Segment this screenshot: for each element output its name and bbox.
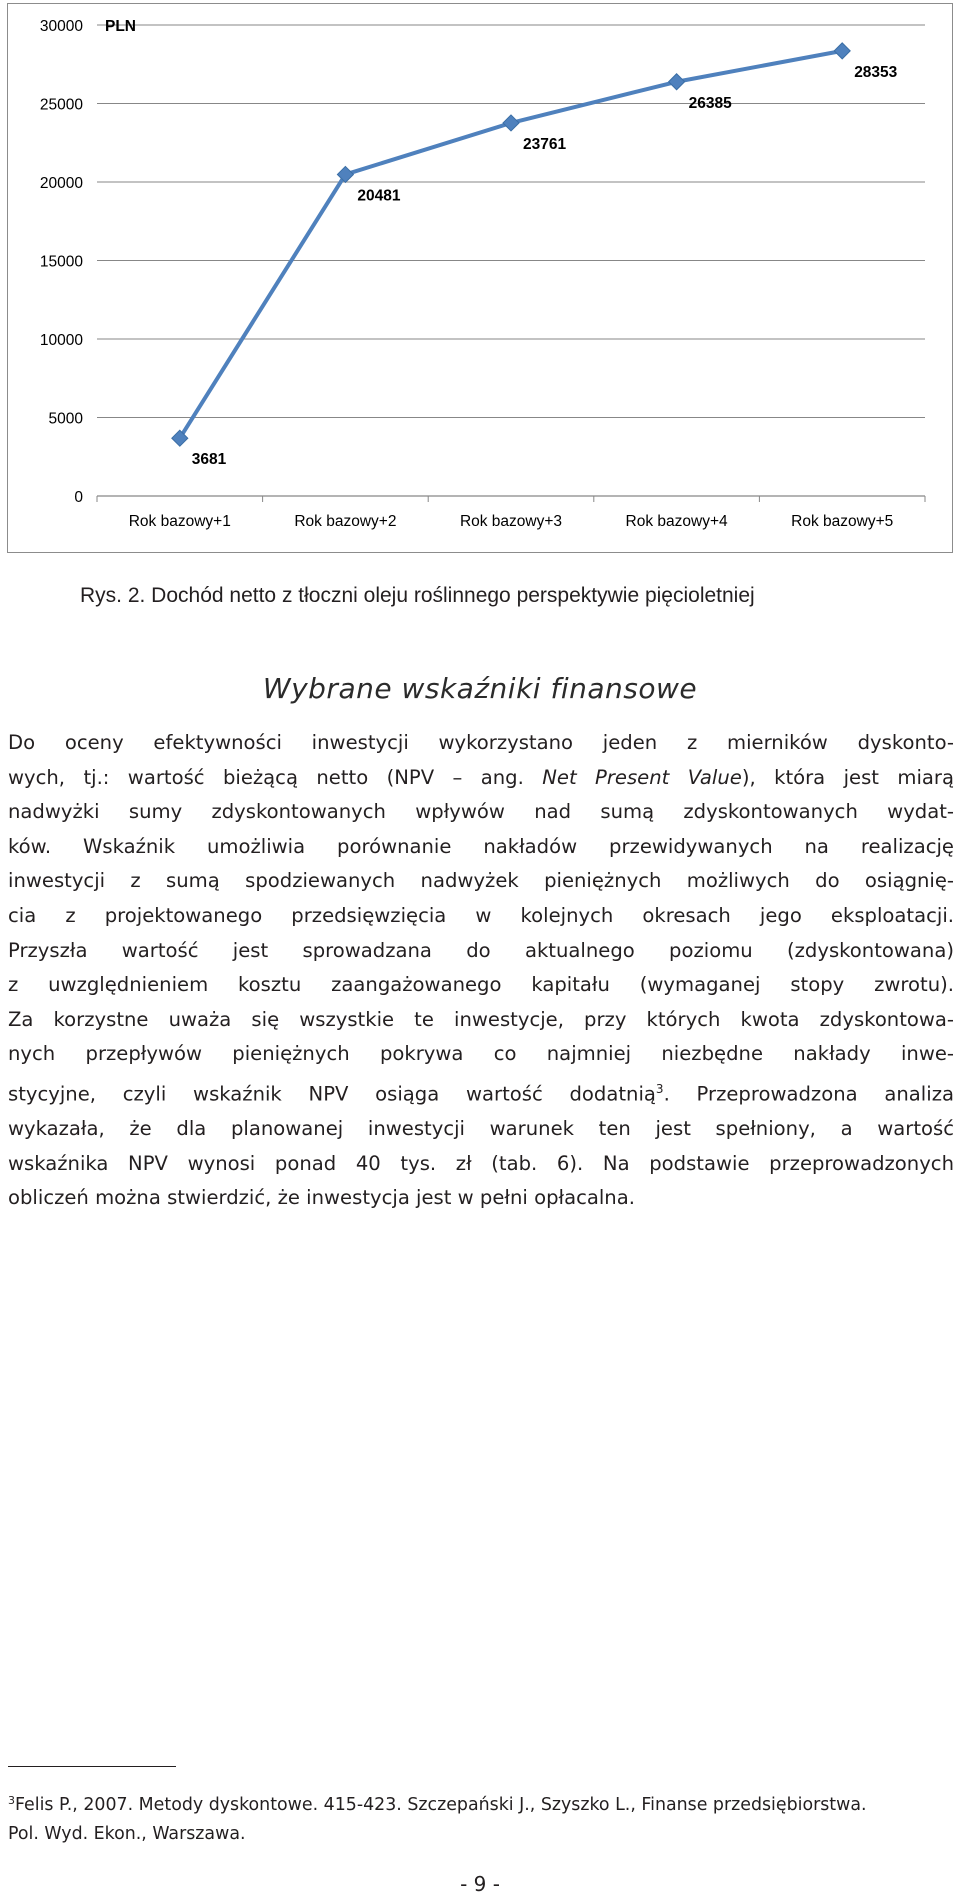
footnote-number: 3 — [8, 1794, 15, 1807]
y-tick-label: 20000 — [39, 175, 83, 192]
paragraph-text: stycyjne, czyli wskaźnik NPV osiąga wartość dodatnią — [8, 1082, 656, 1106]
paragraph-line: wskaźnika NPV wynosi ponad 40 tys. zł (tab. 6). Na podstawie przeprowadzonych — [8, 1151, 954, 1175]
paragraph-italic-term: Net Present Value — [542, 765, 742, 789]
paragraph-line: inwestycji z sumą spodziewanych nadwyżek pieniężnych możliwych do osiągnię- — [8, 869, 954, 893]
paragraph-line: Za korzystne uważa się wszystkie te inwestycje, przy których kwota zdyskontowa- — [8, 1007, 954, 1031]
footnote-line — [8, 1786, 954, 1820]
y-tick-label: 10000 — [39, 332, 83, 349]
footnote-line: Pol. Wyd. Ekon., Warszawa. — [8, 1824, 246, 1844]
paragraph-line — [8, 761, 954, 796]
paragraph-text: . Przeprowadzona analiza — [663, 1082, 954, 1106]
data-label: 3681 — [191, 451, 227, 469]
y-tick-label: 15000 — [39, 253, 83, 271]
line-chart — [8, 4, 952, 552]
data-label: 20481 — [357, 187, 401, 205]
paragraph-line: obliczeń można stwierdzić, że inwestycja jest w pełni opłacalna. — [8, 1186, 635, 1210]
y-tick-label: 0 — [74, 489, 83, 506]
chart-frame — [7, 3, 953, 553]
x-tick-label: Rok bazowy+3 — [459, 513, 563, 530]
x-tick-label: Rok bazowy+4 — [625, 513, 728, 530]
unit-label: PLN — [105, 18, 136, 35]
paragraph-line: nadwyżki sumy zdyskontowanych wpływów nad sumą zdyskontowanych wydat- — [8, 800, 954, 824]
paragraph-text: wych, tj.: wartość bieżącą netto (NPV – ang. — [8, 765, 543, 789]
paragraph-line: wykazała, że dla planowanej inwestycji warunek ten jest spełniony, a wartość — [8, 1117, 954, 1141]
y-tick-label: 25000 — [39, 96, 83, 114]
y-tick-label: 30000 — [39, 18, 83, 35]
series-line — [180, 51, 842, 438]
paragraph-line: cia z projektowanego przedsięwzięcia w kolejnych okresach jego eksploatacji. — [8, 903, 954, 927]
y-tick-label: 5000 — [48, 410, 83, 428]
x-tick-label: Rok bazowy+2 — [294, 513, 397, 530]
footnote-text: Felis P., 2007. Metody dyskontowe. 415-423. Szczepański J., Szyszko L., Finanse przedsiębiorstwa. — [15, 1795, 867, 1815]
paragraph-line: z uwzględnieniem kosztu zaangażowanego kapitału (wymaganej stopy zwrotu). — [8, 973, 954, 997]
section-title: Wybrane wskaźniki finansowe — [262, 672, 698, 705]
paragraph-text: ), która jest miarą — [741, 765, 954, 789]
footnote — [8, 1786, 954, 1849]
data-label: 28353 — [854, 63, 898, 81]
body-paragraph — [8, 726, 954, 1216]
page-number: - 9 - — [460, 1872, 500, 1896]
paragraph-line: ków. Wskaźnik umożliwia porównanie nakładów przewidywanych na realizację — [8, 834, 954, 858]
data-label: 23761 — [523, 135, 567, 153]
paragraph-line — [8, 1072, 954, 1112]
footnote-divider — [8, 1766, 176, 1767]
data-point — [503, 115, 519, 131]
data-label: 26385 — [688, 94, 732, 112]
figure-caption: Rys. 2. Dochód netto z tłoczni oleju roślinnego perspektywie pięcioletniej — [80, 584, 755, 607]
footnote-ref[interactable]: 3 — [655, 1081, 664, 1096]
data-point — [669, 74, 685, 90]
data-point — [834, 43, 850, 59]
paragraph-line: Przyszła wartość jest sprowadzana do aktualnego poziomu (zdyskontowana) — [8, 938, 954, 962]
paragraph-line: nych przepływów pieniężnych pokrywa co najmniej niezbędne nakłady inwe- — [8, 1042, 954, 1066]
paragraph-line: Do oceny efektywności inwestycji wykorzystano jeden z mierników dyskonto- — [8, 731, 954, 754]
x-tick-label: Rok bazowy+5 — [791, 513, 894, 530]
x-tick-label: Rok bazowy+1 — [128, 513, 231, 530]
